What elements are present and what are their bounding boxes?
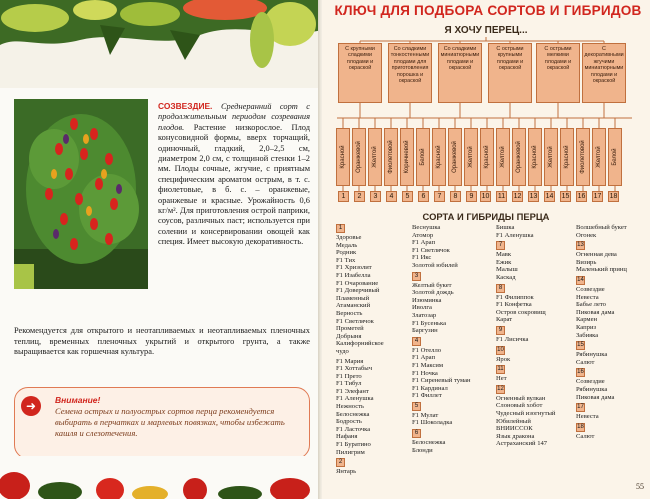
variety-group-number: 9 (496, 326, 505, 335)
peppers-top-photo (0, 0, 322, 88)
criterion-box: Со сладкими тонкостенными плодами для приготовления порошка и окраской (388, 43, 432, 103)
color-option: Желтой (464, 128, 478, 186)
variety-group (412, 224, 490, 270)
variety-name-item: Пламенный (336, 294, 370, 302)
variety-name-item: F1 Прето (336, 372, 362, 380)
variety-name-item: F1 Филлет (412, 392, 442, 400)
color-option: Оранжевой (352, 128, 366, 186)
variety-name-item: Бодрость (336, 418, 362, 426)
variety-name-item: F1 Арап (412, 239, 436, 247)
variety-name-item: F1 Кардинал (412, 384, 448, 392)
criterion-box: С декоративными жгучими миниатюрными плодами и окраской (582, 43, 626, 103)
variety-group-number: 2 (336, 458, 345, 467)
variety-group-number: 14 (577, 276, 584, 283)
variety-name-item: F1 Светлячок (336, 317, 374, 325)
color-option: Красной (432, 128, 446, 186)
peppers-bottom-photo (0, 456, 322, 499)
group-number: 10 (481, 193, 490, 200)
variety-group-number: 4 (412, 337, 421, 346)
variety-name-item: F1 Изабелла (336, 271, 371, 279)
group-number: 9 (466, 191, 477, 202)
criterion-box: С острыми мелкими плодами и окраской (536, 43, 580, 103)
variety-name-item: Блонди (412, 446, 433, 454)
variety-name-item: Огненный вулкан (496, 394, 546, 402)
variety-group-number: 15 (577, 342, 584, 349)
variety-name-item: Каскад (496, 273, 516, 281)
variety-group (412, 337, 490, 400)
color-option: Красной (336, 128, 350, 186)
color-option: Желтой (368, 128, 382, 186)
variety-name-item: F1 Аленушка (336, 395, 374, 403)
variety-group-number: 1 (336, 224, 345, 233)
variety-group (576, 241, 646, 274)
variety-name: СОЗВЕЗДИЕ. (158, 101, 213, 111)
sorts-column-2 (412, 224, 490, 456)
left-page (0, 0, 322, 499)
variety-group-number: 7 (496, 241, 505, 250)
variety-name-item: Чудесный изогнутый (496, 409, 556, 417)
variety-group (496, 346, 574, 364)
variety-name-item: Созвездие (576, 378, 605, 386)
variety-name-item: Здоровье (336, 234, 362, 241)
variety-name-item: Астраханский 147 (496, 440, 548, 448)
variety-group (336, 358, 406, 457)
group-number: 18 (609, 193, 618, 200)
color-option: Красной (560, 128, 574, 186)
variety-name-item: Нафаня (336, 433, 358, 441)
variety-name-item: F1 Ласточка (336, 425, 371, 433)
variety-name-item: Янтарь (336, 468, 357, 476)
variety-name-item: Пиковая дама (576, 393, 615, 401)
variety-name-item: Золотой дождь (412, 289, 454, 297)
plant-photo (14, 99, 148, 289)
warning-box (14, 387, 310, 459)
variety-group-number: 18 (577, 423, 584, 430)
variety-name-item: Калифорнийское (336, 340, 384, 348)
variety-name-item: Бишка (496, 224, 515, 231)
variety-name-item: F1 Мулат (412, 411, 439, 419)
variety-group (576, 224, 646, 239)
color-option: Белой (416, 128, 430, 186)
variety-name-item: Малыш (496, 266, 518, 274)
variety-name-item: F1 Лисичка (496, 335, 529, 343)
variety-name-item: Маленький принц (576, 266, 627, 274)
variety-name-item: Салют (576, 358, 595, 366)
variety-name-item: Пилигрим (336, 448, 365, 456)
color-option: Белой (608, 128, 622, 186)
variety-group (576, 341, 646, 366)
variety-group (412, 429, 490, 454)
variety-name-item: Атаманский (336, 302, 371, 310)
variety-name-item: Мавк (496, 251, 512, 259)
group-number: 3 (370, 191, 381, 202)
variety-name-item: Золотой юбилей (412, 261, 458, 269)
variety-name-item: F1 Филиппок (496, 293, 534, 301)
key-title: КЛЮЧ ДЛЯ ПОДБОРА СОРТОВ И ГИБРИДОВ (334, 3, 642, 18)
criterion-box: С острыми крупными плодами и окраской (488, 43, 532, 103)
page-number: 55 (636, 482, 644, 491)
variety-name-item: F1 Конфетка (496, 301, 532, 309)
variety-group (496, 224, 574, 239)
color-option: Красной (528, 128, 542, 186)
criterion-box: С крупными сладкими плодами и окраской (338, 43, 382, 103)
variety-name-item: F1 Аленушка (496, 231, 534, 239)
variety-group (496, 365, 574, 383)
variety-name-item: Белоснежка (336, 410, 370, 418)
variety-group-number: 8 (496, 284, 505, 293)
variety-group-number: 17 (577, 404, 584, 411)
variety-name-item: F1 Очарование (336, 279, 379, 287)
variety-name-item: чудо (336, 347, 349, 355)
variety-name-item: F1 Максим (412, 361, 444, 369)
variety-name-item: F1 Мария (336, 357, 364, 365)
variety-name-item: F1 Хоттабыч (336, 365, 373, 373)
right-page (322, 0, 650, 499)
variety-name-item: F1 Шоколадка (412, 419, 453, 427)
variety-name-item: Бабье лето (576, 301, 606, 309)
variety-name-item: Добрыня (336, 332, 362, 340)
group-number: 8 (450, 191, 461, 202)
variety-name-item: Нет (496, 375, 507, 383)
sorts-column-3 (496, 224, 574, 450)
variety-group-number: 11 (497, 366, 504, 373)
variety-name-item: ВНИИССОК (496, 425, 533, 433)
color-option: Оранжевой (448, 128, 462, 186)
color-option: Желтой (592, 128, 606, 186)
variety-group-number: 12 (497, 385, 504, 392)
variety-group (576, 423, 646, 441)
color-option: Оранжевой (512, 128, 526, 186)
sorts-column-1 (336, 224, 406, 478)
variety-name-item: F1 Сиреневый туман (412, 377, 471, 385)
variety-name-item: Нежность (336, 403, 365, 411)
variety-name-item: F1 Элефант (336, 387, 369, 395)
variety-name-item: Каприз (576, 323, 597, 331)
variety-group (576, 403, 646, 421)
variety-name-item: F1 Тибул (336, 380, 362, 388)
variety-name-item: Невеста (576, 293, 599, 301)
variety-name-item: F1 Отелло (412, 346, 442, 354)
color-option: Фиолетовой (576, 128, 590, 186)
group-number: 12 (513, 193, 522, 200)
variety-name-item: Родник (336, 249, 357, 257)
variety-group (496, 326, 574, 344)
group-number: 2 (354, 191, 365, 202)
variety-name-item: Язык дракона (496, 432, 535, 440)
variety-name-item: F1 Бусенька (412, 319, 447, 327)
variety-group (336, 224, 406, 356)
variety-group (496, 241, 574, 281)
variety-name-item: F1 Доверчивый (336, 287, 380, 295)
variety-name-item: Волшебный букет (576, 224, 627, 231)
variety-name-item: Невеста (576, 413, 599, 421)
group-number: 17 (593, 193, 602, 200)
group-number: 16 (577, 193, 586, 200)
variety-name-item: Медаль (336, 241, 358, 249)
variety-group-number: 13 (577, 242, 584, 249)
variety-name-item: Рябинушка (576, 385, 608, 393)
variety-desc: Растение низкорослое. Плод конусовидной формы, вверх торчащий, одиночный, гладкий, 2,0–2,5 см, диаметром 2,0 см, с толщиной стенки 1–2 мм. Плоды сочные, жгучие, с приятным специфическим ароматом острым, в т. с. фиолетовые, в б. с. – оранжевые, оранжевые и красные. Урожайность 0,6 кг/м². Для приготовления острой паприки, соусов, различных паст; используется при солении и консервировании овощей как специя. Имеет высокую декоративность. (158, 122, 310, 247)
variety-name-item: Салют (576, 432, 595, 440)
group-number: 6 (418, 191, 429, 202)
variety-name-item: Карат (496, 316, 513, 324)
color-option: Коричневой (400, 128, 414, 186)
criterion-box: Со сладкими миниатюрными плодами и окраской (438, 43, 482, 103)
variety-name-item: F1 Хризолит (336, 264, 372, 272)
variety-name-item: Изюминка (412, 296, 442, 304)
variety-name-item: Остров сокровищ (496, 308, 546, 316)
variety-group-number: 16 (577, 369, 584, 376)
variety-name-item: Ярок (496, 355, 511, 363)
variety-name-item: Юбилейный (496, 417, 531, 425)
variety-name-item: Атомор (412, 231, 434, 239)
warning-text: Семена острых и полуострых сортов перца рекомендуется выбирать в перчатках и марлевых повязках, чтобы избежать кашля и слезотечения. (55, 406, 285, 438)
variety-name-item: F1 Ночка (412, 369, 438, 377)
variety-name-item: F1 Арап (412, 354, 436, 362)
variety-name-item: Златозар (412, 311, 437, 319)
variety-group (576, 368, 646, 401)
color-option: Желтой (544, 128, 558, 186)
variety-name-item: Слоновый хобот (496, 402, 543, 410)
warning-title: Внимание! (55, 395, 101, 405)
group-number: 1 (338, 191, 349, 202)
warning-arrow-icon: ➜ (21, 396, 41, 416)
group-number: 7 (434, 191, 445, 202)
variety-name-item: Ежик (496, 258, 512, 266)
group-number: 14 (545, 193, 554, 200)
variety-group-number: 5 (412, 402, 421, 411)
variety-name-item: Прометей (336, 325, 364, 333)
variety-name-item: Кармен (576, 316, 598, 324)
variety-name-item: F1 Тих (336, 256, 356, 264)
color-option: Желтой (496, 128, 510, 186)
group-number: 11 (497, 193, 506, 200)
variety-name-item: Огонек (576, 231, 597, 239)
variety-group (496, 284, 574, 324)
variety-description (158, 101, 310, 248)
variety-group (576, 276, 646, 339)
group-number: 13 (529, 193, 538, 200)
variety-name-item: Веснушка (412, 224, 441, 231)
variety-group (496, 385, 574, 448)
variety-name-item: Рябинушка (576, 351, 608, 359)
variety-group (336, 458, 406, 476)
variety-group-number: 6 (412, 429, 421, 438)
variety-name-item: F1 Икс (412, 254, 432, 262)
variety-group-number: 3 (412, 272, 421, 281)
variety-name-item: Забияка (576, 331, 599, 339)
color-option: Фиолетовой (384, 128, 398, 186)
group-number: 4 (386, 191, 397, 202)
variety-name-item: F1 Буратино (336, 441, 371, 449)
variety-group (412, 272, 490, 335)
variety-name-item: Белоснежка (412, 439, 446, 447)
recommendation-text: Рекомендуется для открытого и неотапливаемых и неотапливаемых пленочных теплиц, временных пленочных укрытий и открытого грунта, а также выращивается как горшечная культура. (14, 326, 310, 357)
variety-name-item: Иволга (412, 304, 432, 312)
want-title: Я ХОЧУ ПЕРЕЦ... (444, 25, 528, 36)
variety-name-item: Созвездие (576, 285, 605, 293)
sorts-column-4 (576, 224, 646, 442)
sorts-title: СОРТА И ГИБРИДЫ ПЕРЦА (422, 211, 550, 222)
variety-name-item: Пиковая дама (576, 308, 615, 316)
variety-name-item: Баргузин (412, 327, 438, 335)
variety-name-item: Огненная дева (576, 251, 617, 259)
variety-name-item: Желтый букет (412, 281, 452, 289)
variety-name-item: Верность (336, 309, 363, 317)
group-number: 5 (402, 191, 413, 202)
group-number: 15 (561, 193, 570, 200)
variety-group-number: 10 (497, 346, 504, 353)
variety-group (412, 402, 490, 427)
variety-name-item: F1 Светлячок (412, 246, 450, 254)
variety-name-item: Визирь (576, 258, 597, 266)
variety-intro: Среднеранний сорт с продолжительным периодом созревания плодов. (158, 102, 310, 132)
color-option: Красной (480, 128, 494, 186)
